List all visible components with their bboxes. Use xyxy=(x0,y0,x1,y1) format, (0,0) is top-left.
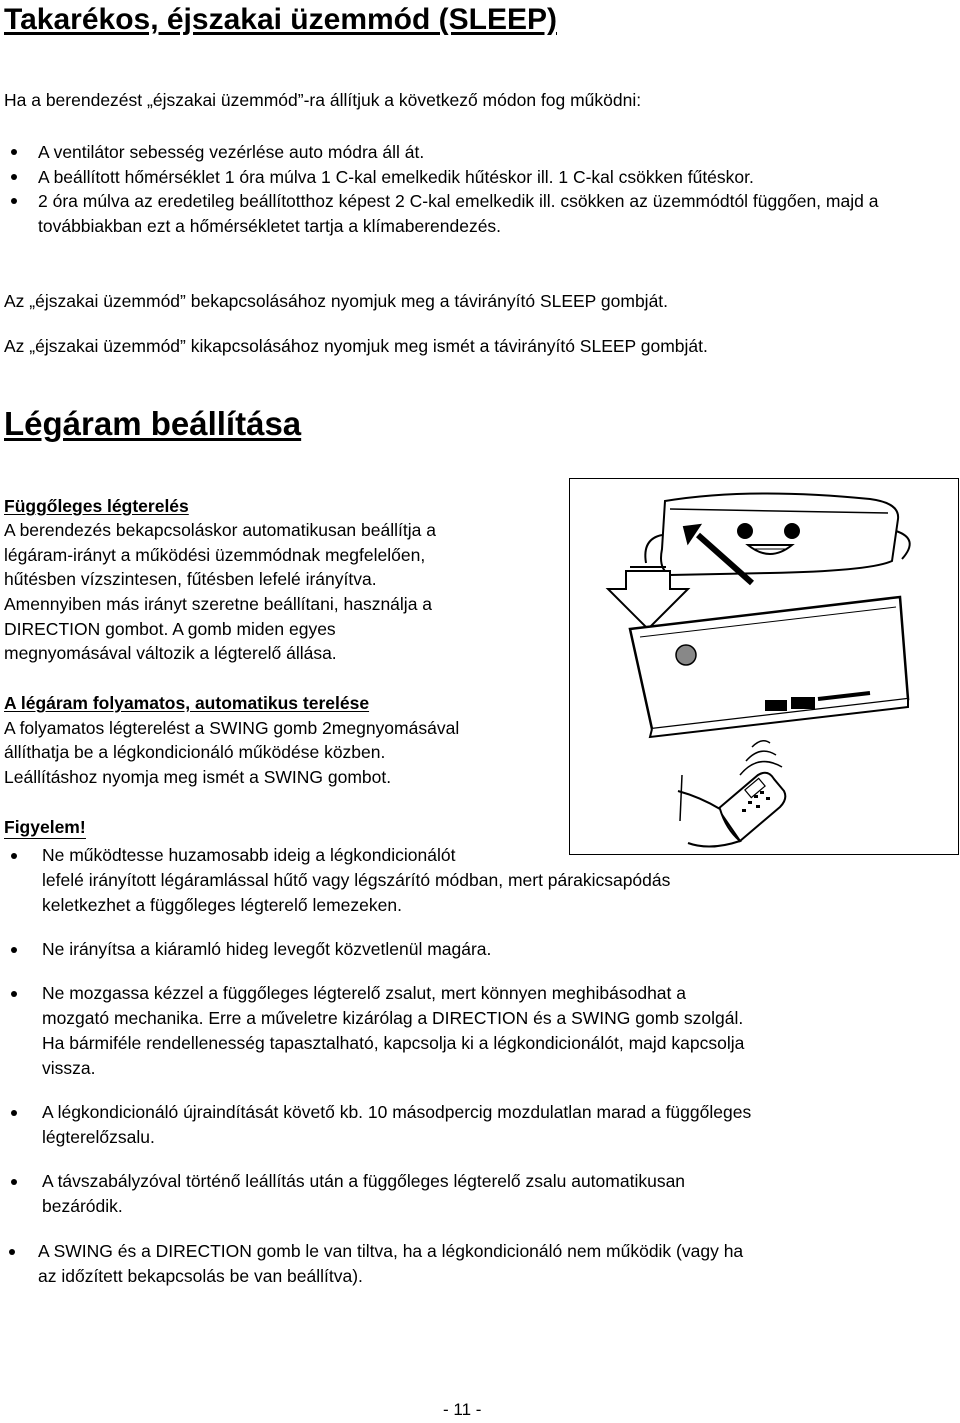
sleep-on-text: Az „éjszakai üzemmód” bekapcsolásához nyomjuk meg a távirányító SLEEP gombját. xyxy=(4,291,669,311)
vertical-line: megnyomásával változik a légterelő állása. xyxy=(4,643,337,663)
section-title-sleep: Takarékos, éjszakai üzemmód (SLEEP) xyxy=(4,3,557,36)
warning-heading: Figyelem! xyxy=(4,817,86,837)
vertical-heading: Függőleges légterelés xyxy=(4,496,189,516)
list-item: A ventilátor sebesség vezérlése auto módra áll át. xyxy=(0,140,880,165)
swing-line: állíthatja be a légkondicionáló működése közben. xyxy=(4,742,386,762)
list-item: A beállított hőmérséklet 1 óra múlva 1 C-kal emelkedik hűtéskor ill. 1 C-kal csökken fűtéskor. xyxy=(0,165,848,190)
swing-line: A folyamatos légterelést a SWING gomb 2megnyomásával xyxy=(4,718,460,738)
sleep-intro: Ha a berendezést „éjszakai üzemmód”-ra állítjuk a következő módon fog működni: xyxy=(4,90,642,110)
air-conditioner-illustration xyxy=(569,478,959,855)
vertical-line: hűtésben vízszintesen, fűtésben lefelé irányítva. xyxy=(4,569,377,589)
vertical-line: A berendezés bekapcsoláskor automatikusan beállítja a xyxy=(4,520,436,540)
vertical-line: Amennyiben más irányt szeretne beállítani, használja a xyxy=(4,594,433,614)
sleep-off-text: Az „éjszakai üzemmód” kikapcsolásához nyomjuk meg ismét a távirányító SLEEP gombját. xyxy=(4,336,708,356)
section-title-airflow: Légáram beállítása xyxy=(4,405,302,442)
sleep-bullets xyxy=(0,140,880,238)
vertical-line: DIRECTION gombot. A gomb miden egyes xyxy=(4,619,336,639)
swing-heading: A légáram folyamatos, automatikus terelése xyxy=(4,693,370,713)
vertical-line: légáram-irányt a működési üzemmódnak megfelelően, xyxy=(4,545,426,565)
page-number: - 11 - xyxy=(443,1400,482,1419)
swing-line: Leállításhoz nyomja meg ismét a SWING gombot. xyxy=(4,767,392,787)
list-item: 2 óra múlva az eredetileg beállítotthoz képest 2 C-kal emelkedik ill. csökken az üzemmódtól függően, majd a továbbiakban ezt a hőmérsékletet tartja a klímaberendezés. xyxy=(0,189,918,238)
